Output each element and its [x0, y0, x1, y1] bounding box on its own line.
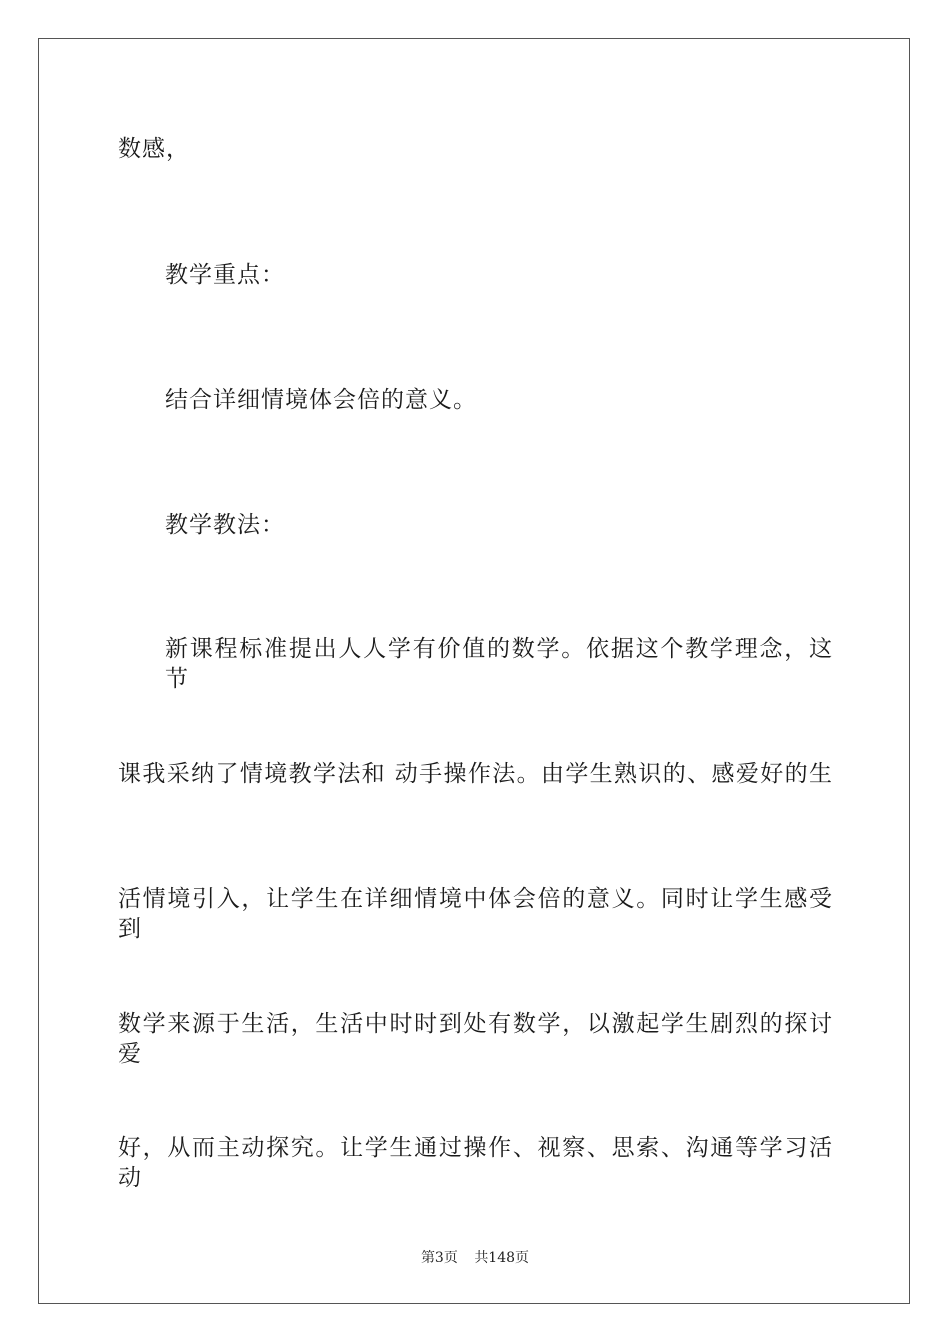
section-heading-methods: 教学教法：: [165, 512, 285, 538]
paragraph-line-5: 好，从而主动探究。让学生通过操作、视察、思索、沟通等学习活动: [118, 1135, 833, 1191]
page-footer: [0, 1248, 950, 1268]
page-number: 第3页: [420, 1250, 458, 1266]
paragraph-line-1: 新课程标准提出人人学有价值的数学。依据这个教学理念，这节: [165, 636, 833, 692]
text-line-key-points: 结合详细情境体会倍的意义。: [165, 387, 477, 413]
total-pages: 共148页: [474, 1250, 530, 1266]
text-line-1: 数感，: [118, 136, 190, 162]
section-heading-key-points: 教学重点：: [165, 262, 285, 288]
paragraph-line-3: 活情境引入，让学生在详细情境中体会倍的意义。同时让学生感受到: [118, 886, 833, 942]
paragraph-line-4: 数学来源于生活，生活中时时到处有数学，以激起学生剧烈的探讨爱: [118, 1011, 833, 1067]
paragraph-line-2: 课我采纳了情境教学法和 动手操作法。由学生熟识的、感爱好的生: [118, 761, 833, 787]
